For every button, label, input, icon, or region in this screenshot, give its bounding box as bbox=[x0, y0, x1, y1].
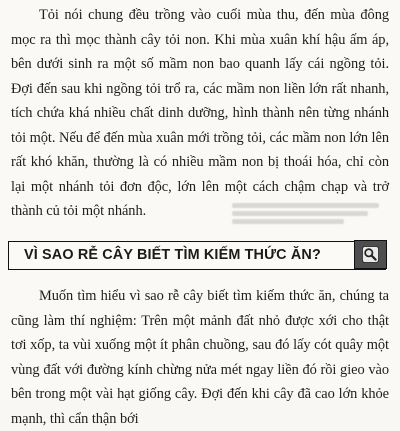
body-paragraph-1: Tỏi nói chung đều trồng vào cuối mùa thu, đến mùa đông mọc ra thì mọc thành cây tỏi non. Khi mùa xuân khí hậu ấm áp, bên dưới sinh ra một số mầm non bao quanh lấy cái ngồng tỏi. Đợi đến sau khi ngồng tỏi trổ ra, các mầm non liền lớn rất nhanh, tích chứa khá nhiều chất dinh dưỡng, hình thành nên từng nhánh tỏi một. Nếu để đến mùa xuân mới trồng tỏi, các mầm non lớn lên rất khó khăn, thường là có nhiều mầm non bị thoái hóa, chỉ còn lại một nhánh tỏi đơn độc, lớn lên một cách chậm chạp và trở thành củ tỏi một nhánh. bbox=[11, 7, 389, 219]
search-icon bbox=[362, 246, 379, 263]
search-button[interactable] bbox=[354, 240, 387, 269]
section-heading: VÌ SAO RỄ CÂY BIẾT TÌM KIẾM THỨC ĂN? bbox=[24, 247, 321, 263]
body-paragraph-2: Muốn tìm hiểu vì sao rễ cây biết tìm kiếm thức ăn, chúng ta cũng làm thí nghiệm: Trên một mảnh đất nhỏ được xới cho thật tơi xốp, ta vùi xuống một ít phân chuồng, sau đó lấy cót quây một vùng đất với đường kính chừng nửa mét ngay liền đó rồi gieo vào bên trong một vài hạt giống cây. Đợi đến khi cây đã cao lớn khỏe mạnh, thì cẩn thận bới bbox=[11, 288, 389, 427]
section-heading-box bbox=[8, 241, 386, 270]
show-through-text bbox=[232, 200, 392, 234]
